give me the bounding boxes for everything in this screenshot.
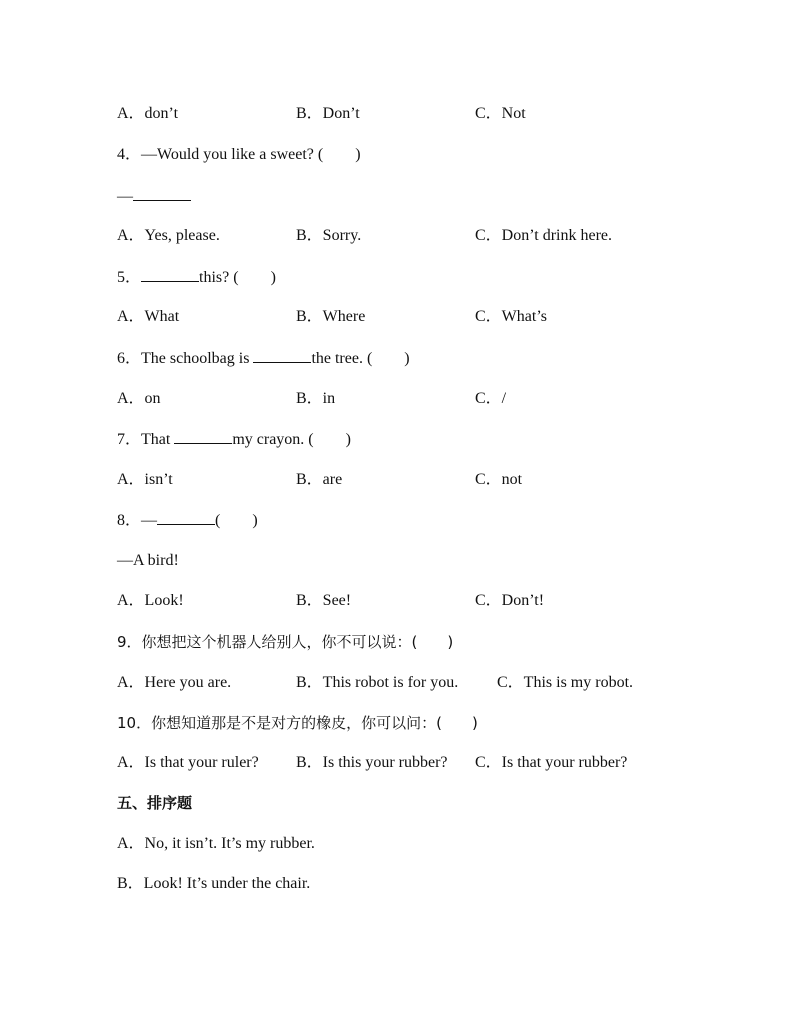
q4-answer-blank bbox=[133, 185, 191, 201]
q10-option-a: A．Is that your ruler? bbox=[117, 754, 259, 771]
q9-stem: 9．你想把这个机器人给别人，你不可以说：( ) bbox=[117, 633, 454, 651]
q7-stem-rest: my crayon. ( ) bbox=[232, 431, 351, 448]
q5-stem-rest: this? ( ) bbox=[199, 269, 276, 286]
section-five-heading: 五、排序题 bbox=[117, 794, 193, 812]
q9-option-b: B．This robot is for you. bbox=[296, 674, 459, 691]
q9-options-row bbox=[117, 672, 677, 694]
q8-stem-start: 8．— bbox=[117, 512, 158, 529]
q6-option-c: C．/ bbox=[475, 390, 507, 407]
q4-option-a: A．Yes, please. bbox=[117, 227, 220, 244]
q5-options-row bbox=[117, 306, 677, 328]
sort-item-a: A．No, it isn’t. It’s my rubber. bbox=[117, 835, 315, 852]
q7-stem bbox=[117, 428, 351, 450]
q8-stem-rest: ( ) bbox=[215, 512, 258, 529]
q7-option-c: C．not bbox=[475, 471, 523, 488]
q6-stem bbox=[117, 347, 410, 369]
q8-option-a: A．Look! bbox=[117, 592, 184, 609]
q8-option-b: B．See! bbox=[296, 592, 352, 609]
q10-option-b: B．Is this your rubber? bbox=[296, 754, 448, 771]
q7-blank bbox=[174, 428, 232, 444]
sort-item-b: B．Look! It’s under the chair. bbox=[117, 875, 311, 892]
q4-option-c: C．Don’t drink here. bbox=[475, 227, 613, 244]
q7-option-b: B．are bbox=[296, 471, 343, 488]
q8-reply: —A bird! bbox=[117, 552, 179, 569]
q8-stem bbox=[117, 509, 258, 531]
q4-options-row bbox=[117, 225, 677, 247]
q7-option-a: A．isn’t bbox=[117, 471, 173, 488]
q6-options-row bbox=[117, 388, 677, 410]
q4-option-b: B．Sorry. bbox=[296, 227, 362, 244]
q4-answer-prefix: — bbox=[117, 188, 133, 205]
q4-stem: 4．—Would you like a sweet? ( ) bbox=[117, 146, 361, 163]
q7-stem-start: 7．That bbox=[117, 431, 175, 448]
q6-stem-start: 6．The schoolbag is bbox=[117, 350, 254, 367]
q5-blank bbox=[141, 266, 199, 282]
q6-option-b: B．in bbox=[296, 390, 336, 407]
q4-answer-line bbox=[117, 185, 191, 207]
q6-stem-rest: the tree. ( ) bbox=[311, 350, 410, 367]
q10-options-row bbox=[117, 752, 677, 774]
q3-option-a: A．don’t bbox=[117, 105, 179, 122]
q8-option-c: C．Don’t! bbox=[475, 592, 545, 609]
q5-option-b: B．Where bbox=[296, 308, 366, 325]
q5-option-c: C．What’s bbox=[475, 308, 547, 325]
q9-option-c: C．This is my robot. bbox=[497, 674, 634, 691]
q8-options-row bbox=[117, 590, 677, 612]
q5-option-a: A．What bbox=[117, 308, 180, 325]
q9-option-a: A．Here you are. bbox=[117, 674, 232, 691]
q3-options-row bbox=[117, 103, 677, 125]
q3-option-b: B．Don’t bbox=[296, 105, 360, 122]
q6-blank bbox=[253, 347, 311, 363]
q5-number: 5． bbox=[117, 269, 142, 286]
q3-option-c: C．Not bbox=[475, 105, 526, 122]
q7-options-row bbox=[117, 469, 677, 491]
q6-option-a: A．on bbox=[117, 390, 161, 407]
q10-option-c: C．Is that your rubber? bbox=[475, 754, 628, 771]
q5-stem bbox=[117, 266, 276, 288]
q8-blank bbox=[157, 509, 215, 525]
q10-stem: 10．你想知道那是不是对方的橡皮，你可以问：( ) bbox=[117, 714, 478, 732]
